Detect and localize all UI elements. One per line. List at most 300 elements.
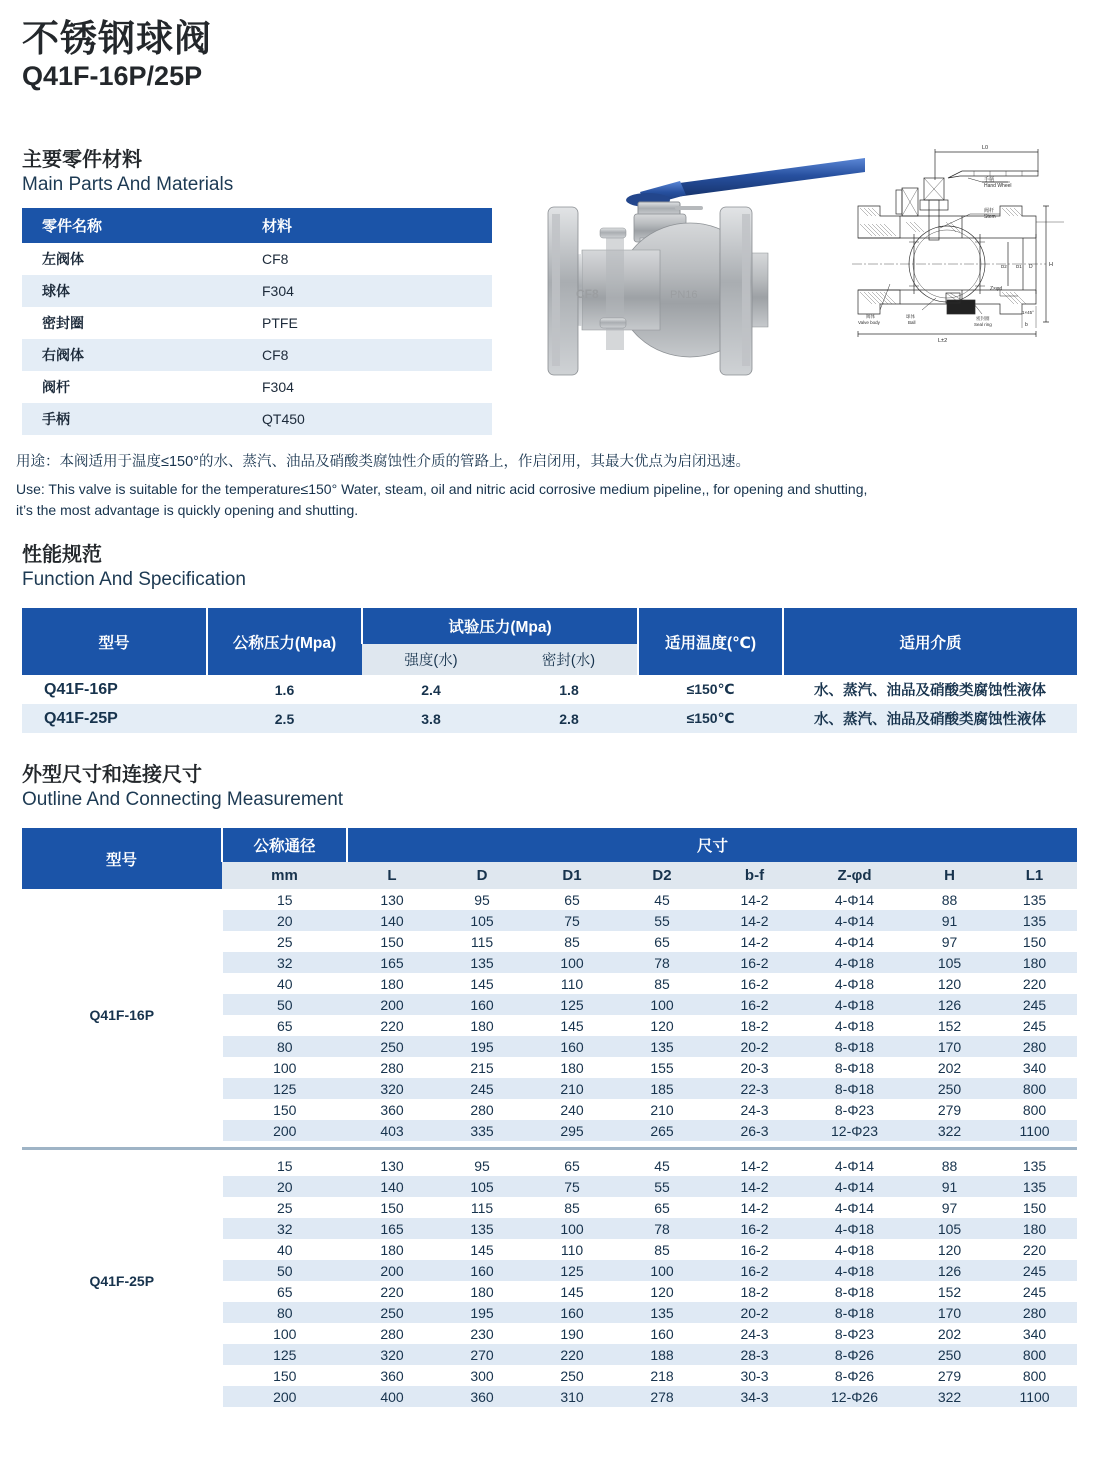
dim-cell-l: 400 [347, 1386, 437, 1407]
materials-col-material: 材料 [242, 208, 492, 243]
dim-cell-l1: 245 [992, 994, 1077, 1015]
dim-cell-d2: 120 [617, 1015, 707, 1036]
dim-col-model: 型号 [22, 828, 222, 889]
dim-cell-l1: 280 [992, 1302, 1077, 1323]
dim-cell-l1: 150 [992, 1197, 1077, 1218]
dim-cell-l: 220 [347, 1281, 437, 1302]
dim-cell-l: 180 [347, 973, 437, 994]
spec-strength: 2.4 [362, 675, 500, 704]
table-row [22, 403, 492, 435]
dim-cell-d: 280 [437, 1099, 527, 1120]
dim-cell-l: 150 [347, 1197, 437, 1218]
dim-cell-l: 180 [347, 1239, 437, 1260]
section-heading-dimensions-en: Outline And Connecting Measurement [22, 789, 344, 810]
dim-cell-l1: 180 [992, 1218, 1077, 1239]
dim-subcol-mm: mm [222, 862, 347, 889]
label-valve-body-en: Valve body [858, 320, 880, 325]
spec-col-medium: 适用介质 [783, 608, 1077, 675]
dim-cell-bf: 18-2 [707, 1281, 802, 1302]
dim-cell-dn: 40 [222, 973, 347, 994]
dim-cell-d: 195 [437, 1036, 527, 1057]
dim-cell-d2: 85 [617, 973, 707, 994]
spec-temp: ≤150℃ [638, 704, 783, 733]
dim-cell-l: 360 [347, 1099, 437, 1120]
dim-cell-d: 95 [437, 889, 527, 910]
dim-cell-zphid: 8-Φ18 [802, 1036, 907, 1057]
dim-cell-d: 335 [437, 1120, 527, 1141]
dim-cell-d: 160 [437, 994, 527, 1015]
dim-cell-d: 135 [437, 952, 527, 973]
table-row [22, 675, 1077, 704]
dim-cell-d: 145 [437, 973, 527, 994]
dim-cell-bf: 16-2 [707, 1218, 802, 1239]
dim-cell-d: 360 [437, 1386, 527, 1407]
dim-cell-d2: 218 [617, 1365, 707, 1386]
dim-cell-dn: 125 [222, 1344, 347, 1365]
dim-cell-zphid: 4-Φ18 [802, 1239, 907, 1260]
dim-cell-dn: 65 [222, 1281, 347, 1302]
valve-handle-lever [626, 158, 865, 207]
dim-cell-d1: 75 [527, 910, 617, 931]
dim-cell-d1: 85 [527, 931, 617, 952]
dim-cell-d1: 110 [527, 1239, 617, 1260]
spec-seal: 2.8 [500, 704, 638, 733]
dim-cell-l: 200 [347, 1260, 437, 1281]
dim-cell-zphid: 4-Φ14 [802, 931, 907, 952]
label-z-phi-d: Z×φd [990, 286, 1002, 292]
dim-cell-zphid: 8-Φ18 [802, 1057, 907, 1078]
dim-cell-d: 180 [437, 1281, 527, 1302]
dim-cell-l: 140 [347, 910, 437, 931]
page-title-cn: 不锈钢球阀 [22, 18, 212, 59]
dim-cell-d1: 100 [527, 1218, 617, 1239]
dim-cell-zphid: 4-Φ18 [802, 1218, 907, 1239]
use-note-en-line2: it’s the most advantage is quickly opening and shutting. [16, 502, 359, 519]
use-note-en-line1: Use: This valve is suitable for the temperature≤150° Water, steam, oil and nitric acid corrosive medium pipeline,, for opening and shutting, [16, 480, 868, 497]
spec-temp: ≤150℃ [638, 675, 783, 704]
dim-cell-dn: 200 [222, 1120, 347, 1141]
page-title [22, 18, 212, 92]
dim-cell-l1: 340 [992, 1057, 1077, 1078]
table-row [22, 704, 1077, 733]
dim-cell-h: 322 [907, 1120, 992, 1141]
dim-cell-zphid: 8-Φ18 [802, 1302, 907, 1323]
dim-cell-d2: 78 [617, 1218, 707, 1239]
section-heading-specification [22, 543, 246, 592]
dim-cell-d1: 220 [527, 1344, 617, 1365]
dim-subcol-zphid: Z-φd [802, 862, 907, 889]
dim-cell-l1: 135 [992, 889, 1077, 910]
dim-cell-l: 360 [347, 1365, 437, 1386]
dim-cell-l: 220 [347, 1015, 437, 1036]
dim-subcol-h: H [907, 862, 992, 889]
dim-cell-d1: 75 [527, 1176, 617, 1197]
part-name: 阀杆 [22, 371, 242, 403]
dim-cell-bf: 16-2 [707, 973, 802, 994]
spec-col-test-pressure: 试验压力(Mpa) [362, 608, 638, 644]
dim-block-separator-cell [22, 1141, 1077, 1155]
dim-cell-bf: 14-2 [707, 931, 802, 952]
dim-cell-l: 403 [347, 1120, 437, 1141]
part-material: CF8 [242, 339, 492, 371]
dim-cell-dn: 15 [222, 1155, 347, 1176]
dim-subcol-l: L [347, 862, 437, 889]
dim-cell-d: 270 [437, 1344, 527, 1365]
dim-model-label: Q41F-16P [22, 889, 222, 1141]
dim-cell-dn: 32 [222, 1218, 347, 1239]
dim-cell-h: 250 [907, 1078, 992, 1099]
dim-label-d2: D2 [1001, 264, 1007, 269]
dim-cell-dn: 100 [222, 1323, 347, 1344]
dim-cell-h: 120 [907, 1239, 992, 1260]
part-name: 密封圈 [22, 307, 242, 339]
dim-cell-bf: 14-2 [707, 910, 802, 931]
use-note-cn: 用途：本阀适用于温度≤150°的水、蒸汽、油品及硝酸类腐蚀性介质的管路上，作启闭用，其最大优点为启闭迅速。 [16, 454, 750, 470]
dim-cell-h: 91 [907, 910, 992, 931]
dim-cell-l1: 135 [992, 910, 1077, 931]
dim-cell-zphid: 8-Φ26 [802, 1344, 907, 1365]
dim-cell-d1: 125 [527, 1260, 617, 1281]
dim-cell-l1: 340 [992, 1323, 1077, 1344]
spec-nominal: 1.6 [207, 675, 362, 704]
dim-cell-h: 152 [907, 1281, 992, 1302]
spec-medium: 水、蒸汽、油品及硝酸类腐蚀性液体 [783, 675, 1077, 704]
section-heading-materials-en: Main Parts And Materials [22, 174, 234, 195]
dim-cell-dn: 50 [222, 1260, 347, 1281]
dim-cell-dn: 50 [222, 994, 347, 1015]
dim-cell-l1: 245 [992, 1260, 1077, 1281]
dim-cell-bf: 18-2 [707, 1015, 802, 1036]
spec-col-temperature: 适用温度(℃) [638, 608, 783, 675]
materials-table [22, 208, 492, 435]
dim-cell-d: 215 [437, 1057, 527, 1078]
dim-cell-l1: 1100 [992, 1386, 1077, 1407]
dim-label-b: b [1025, 322, 1028, 328]
dim-cell-h: 202 [907, 1057, 992, 1078]
label-valve-body-cn: 阀体 [866, 314, 875, 319]
dim-cell-d1: 160 [527, 1036, 617, 1057]
dim-col-nominal-dia: 公称通径 [222, 828, 347, 862]
dim-cell-h: 88 [907, 1155, 992, 1176]
dim-cell-d: 115 [437, 931, 527, 952]
dim-cell-zphid: 4-Φ14 [802, 1155, 907, 1176]
dim-cell-l1: 800 [992, 1365, 1077, 1386]
dimensions-table-body [22, 889, 1077, 1407]
dim-cell-l1: 180 [992, 952, 1077, 973]
dim-cell-l1: 245 [992, 1281, 1077, 1302]
dim-cell-l: 150 [347, 931, 437, 952]
part-name: 左阀体 [22, 243, 242, 275]
dim-cell-d2: 135 [617, 1036, 707, 1057]
dim-cell-d1: 110 [527, 973, 617, 994]
label-stem-en: Stem [984, 214, 996, 220]
dim-cell-d1: 160 [527, 1302, 617, 1323]
dim-cell-l1: 150 [992, 931, 1077, 952]
table-row [22, 889, 1077, 910]
dim-cell-bf: 26-3 [707, 1120, 802, 1141]
dim-cell-d1: 240 [527, 1099, 617, 1120]
dim-cell-h: 105 [907, 952, 992, 973]
dim-cell-h: 88 [907, 889, 992, 910]
label-hand-wheel-cn: 手柄 [984, 177, 995, 183]
dim-cell-zphid: 12-Φ26 [802, 1386, 907, 1407]
section-heading-specification-en: Function And Specification [22, 569, 246, 590]
dim-cell-zphid: 8-Φ23 [802, 1099, 907, 1120]
dim-cell-bf: 20-2 [707, 1302, 802, 1323]
dimensions-tables [22, 828, 1077, 1407]
dim-cell-d2: 55 [617, 910, 707, 931]
dim-cell-l: 320 [347, 1078, 437, 1099]
dim-cell-d1: 180 [527, 1057, 617, 1078]
dim-cell-h: 91 [907, 1176, 992, 1197]
dim-cell-bf: 16-2 [707, 1260, 802, 1281]
dim-cell-h: 170 [907, 1036, 992, 1057]
dim-cell-bf: 16-2 [707, 952, 802, 973]
dim-cell-zphid: 4-Φ14 [802, 889, 907, 910]
dim-cell-d: 180 [437, 1015, 527, 1036]
dim-cell-d2: 160 [617, 1323, 707, 1344]
svg-text:PN16: PN16 [670, 289, 698, 301]
dim-subcol-l1: L1 [992, 862, 1077, 889]
dim-cell-dn: 125 [222, 1078, 347, 1099]
dim-cell-dn: 150 [222, 1365, 347, 1386]
dim-cell-bf: 30-3 [707, 1365, 802, 1386]
product-photo-ball-valve [520, 150, 865, 385]
dim-cell-d1: 85 [527, 1197, 617, 1218]
spec-medium: 水、蒸汽、油品及硝酸类腐蚀性液体 [783, 704, 1077, 733]
dim-cell-l1: 800 [992, 1344, 1077, 1365]
dim-cell-zphid: 8-Φ26 [802, 1365, 907, 1386]
dim-cell-dn: 15 [222, 889, 347, 910]
dim-cell-d1: 310 [527, 1386, 617, 1407]
dim-cell-d2: 135 [617, 1302, 707, 1323]
part-material: QT450 [242, 403, 492, 435]
dim-cell-l: 130 [347, 889, 437, 910]
dim-cell-d: 105 [437, 910, 527, 931]
dim-cell-l1: 135 [992, 1176, 1077, 1197]
label-ball-cn: 球体 [906, 314, 915, 319]
technical-drawing [850, 138, 1090, 383]
dim-cell-d2: 210 [617, 1099, 707, 1120]
dim-cell-d2: 100 [617, 994, 707, 1015]
spec-col-model: 型号 [22, 608, 207, 675]
dim-cell-d2: 100 [617, 1260, 707, 1281]
dim-cell-dn: 20 [222, 1176, 347, 1197]
dim-cell-dn: 25 [222, 1197, 347, 1218]
dim-cell-zphid: 8-Φ23 [802, 1323, 907, 1344]
dim-cell-zphid: 4-Φ18 [802, 1015, 907, 1036]
dim-subcol-d1: D1 [527, 862, 617, 889]
dim-cell-zphid: 4-Φ18 [802, 952, 907, 973]
dim-cell-zphid: 8-Φ18 [802, 1078, 907, 1099]
dim-cell-bf: 24-3 [707, 1099, 802, 1120]
dim-cell-bf: 16-2 [707, 1239, 802, 1260]
table-row [22, 339, 492, 371]
dim-header-row [22, 828, 1077, 862]
dim-cell-bf: 14-2 [707, 1155, 802, 1176]
svg-text:CF8: CF8 [576, 287, 599, 301]
specification-table [22, 608, 1077, 733]
section-heading-specification-cn: 性能规范 [22, 544, 102, 566]
spec-model: Q41F-25P [22, 704, 207, 733]
dim-cell-dn: 40 [222, 1239, 347, 1260]
spec-header-row [22, 608, 1077, 644]
spec-col-nominal-pressure: 公称压力(Mpa) [207, 608, 362, 675]
spec-model: Q41F-16P [22, 675, 207, 704]
dim-cell-d1: 210 [527, 1078, 617, 1099]
dim-cell-d2: 65 [617, 1197, 707, 1218]
dim-cell-zphid: 4-Φ18 [802, 994, 907, 1015]
part-material: PTFE [242, 307, 492, 339]
dim-cell-bf: 20-3 [707, 1057, 802, 1078]
materials-col-part: 零件名称 [22, 208, 242, 243]
dim-cell-d: 300 [437, 1365, 527, 1386]
dim-cell-d: 135 [437, 1218, 527, 1239]
dim-cell-h: 126 [907, 994, 992, 1015]
dim-cell-h: 97 [907, 931, 992, 952]
part-material: F304 [242, 275, 492, 307]
dim-cell-l: 165 [347, 952, 437, 973]
dim-cell-d1: 65 [527, 889, 617, 910]
dim-cell-l: 320 [347, 1344, 437, 1365]
dim-cell-l: 280 [347, 1057, 437, 1078]
dim-cell-h: 105 [907, 1218, 992, 1239]
dim-cell-l1: 220 [992, 1239, 1077, 1260]
dim-cell-bf: 34-3 [707, 1386, 802, 1407]
dim-cell-h: 279 [907, 1099, 992, 1120]
dim-cell-d: 160 [437, 1260, 527, 1281]
dim-block-separator [22, 1141, 1077, 1155]
dim-label-h: H [1049, 262, 1053, 268]
dim-cell-l1: 800 [992, 1099, 1077, 1120]
dim-cell-d: 95 [437, 1155, 527, 1176]
dim-cell-bf: 20-2 [707, 1036, 802, 1057]
dim-cell-d: 230 [437, 1323, 527, 1344]
table-row [22, 371, 492, 403]
use-note [16, 452, 976, 520]
dim-label-d1: D1 [1016, 264, 1022, 269]
dim-cell-d1: 145 [527, 1015, 617, 1036]
dim-cell-zphid: 12-Φ23 [802, 1120, 907, 1141]
dim-cell-d2: 155 [617, 1057, 707, 1078]
dim-cell-h: 170 [907, 1302, 992, 1323]
dim-cell-h: 322 [907, 1386, 992, 1407]
dim-label-l0: L0 [982, 145, 989, 151]
dim-cell-dn: 25 [222, 931, 347, 952]
dim-cell-dn: 20 [222, 910, 347, 931]
dim-cell-d1: 100 [527, 952, 617, 973]
dim-cell-d2: 45 [617, 889, 707, 910]
dim-cell-dn: 150 [222, 1099, 347, 1120]
dim-cell-l: 250 [347, 1036, 437, 1057]
spec-seal: 1.8 [500, 675, 638, 704]
dim-cell-l1: 1100 [992, 1120, 1077, 1141]
dim-cell-h: 250 [907, 1344, 992, 1365]
dim-cell-d2: 65 [617, 931, 707, 952]
spec-nominal: 2.5 [207, 704, 362, 733]
dim-cell-d2: 265 [617, 1120, 707, 1141]
dim-cell-l: 140 [347, 1176, 437, 1197]
dim-subcol-bf: b-f [707, 862, 802, 889]
table-row [22, 1155, 1077, 1176]
materials-table-header-row [22, 208, 492, 243]
dim-cell-l: 250 [347, 1302, 437, 1323]
dimensions-table [22, 828, 1077, 1407]
dim-cell-zphid: 8-Φ18 [802, 1281, 907, 1302]
dim-cell-h: 126 [907, 1260, 992, 1281]
dim-cell-l: 280 [347, 1323, 437, 1344]
dim-cell-d: 115 [437, 1197, 527, 1218]
dim-cell-bf: 14-2 [707, 1176, 802, 1197]
dim-subcol-d: D [437, 862, 527, 889]
dim-cell-d: 245 [437, 1078, 527, 1099]
label-hand-wheel-en: Hand Wheel [984, 183, 1012, 189]
dim-cell-d2: 278 [617, 1386, 707, 1407]
spec-strength: 3.8 [362, 704, 500, 733]
dim-col-size: 尺寸 [347, 828, 1077, 862]
dim-cell-dn: 80 [222, 1036, 347, 1057]
page-title-en: Q41F-16P/25P [22, 61, 203, 92]
dim-cell-bf: 14-2 [707, 1197, 802, 1218]
spec-subcol-seal: 密封(水) [500, 644, 638, 675]
dim-cell-bf: 16-2 [707, 994, 802, 1015]
dim-cell-d2: 45 [617, 1155, 707, 1176]
dim-model-label: Q41F-25P [22, 1155, 222, 1407]
section-heading-dimensions-cn: 外型尺寸和连接尺寸 [22, 764, 202, 786]
dim-cell-bf: 14-2 [707, 889, 802, 910]
dim-cell-bf: 28-3 [707, 1344, 802, 1365]
dim-cell-zphid: 4-Φ18 [802, 1260, 907, 1281]
dim-cell-l1: 800 [992, 1078, 1077, 1099]
dim-cell-l1: 280 [992, 1036, 1077, 1057]
dim-cell-d2: 120 [617, 1281, 707, 1302]
dim-cell-bf: 24-3 [707, 1323, 802, 1344]
dim-cell-d2: 188 [617, 1344, 707, 1365]
dim-label-length: L±2 [938, 338, 948, 344]
dim-cell-d2: 185 [617, 1078, 707, 1099]
dim-cell-d1: 65 [527, 1155, 617, 1176]
dim-cell-l1: 245 [992, 1015, 1077, 1036]
part-name: 球体 [22, 275, 242, 307]
section-heading-materials [22, 148, 233, 197]
dim-cell-h: 97 [907, 1197, 992, 1218]
label-ball-en: Ball [908, 320, 916, 325]
dim-cell-l: 130 [347, 1155, 437, 1176]
dim-cell-l: 200 [347, 994, 437, 1015]
dim-cell-zphid: 4-Φ14 [802, 1197, 907, 1218]
part-name: 右阀体 [22, 339, 242, 371]
dim-cell-l1: 220 [992, 973, 1077, 994]
dim-cell-d2: 85 [617, 1239, 707, 1260]
dim-cell-d1: 190 [527, 1323, 617, 1344]
dim-cell-l1: 135 [992, 1155, 1077, 1176]
dim-cell-d1: 125 [527, 994, 617, 1015]
dim-cell-d2: 55 [617, 1176, 707, 1197]
table-row [22, 307, 492, 339]
part-name: 手柄 [22, 403, 242, 435]
section-heading-dimensions [22, 763, 343, 812]
label-seal-ring-cn: 密封圈 [976, 316, 990, 321]
dim-cell-l: 165 [347, 1218, 437, 1239]
dim-cell-d: 195 [437, 1302, 527, 1323]
dim-cell-bf: 22-3 [707, 1078, 802, 1099]
dim-cell-d1: 295 [527, 1120, 617, 1141]
dim-cell-h: 152 [907, 1015, 992, 1036]
label-stem-cn: 阀杆 [984, 208, 995, 214]
part-material: CF8 [242, 243, 492, 275]
dim-subcol-d2: D2 [617, 862, 707, 889]
dim-cell-dn: 80 [222, 1302, 347, 1323]
